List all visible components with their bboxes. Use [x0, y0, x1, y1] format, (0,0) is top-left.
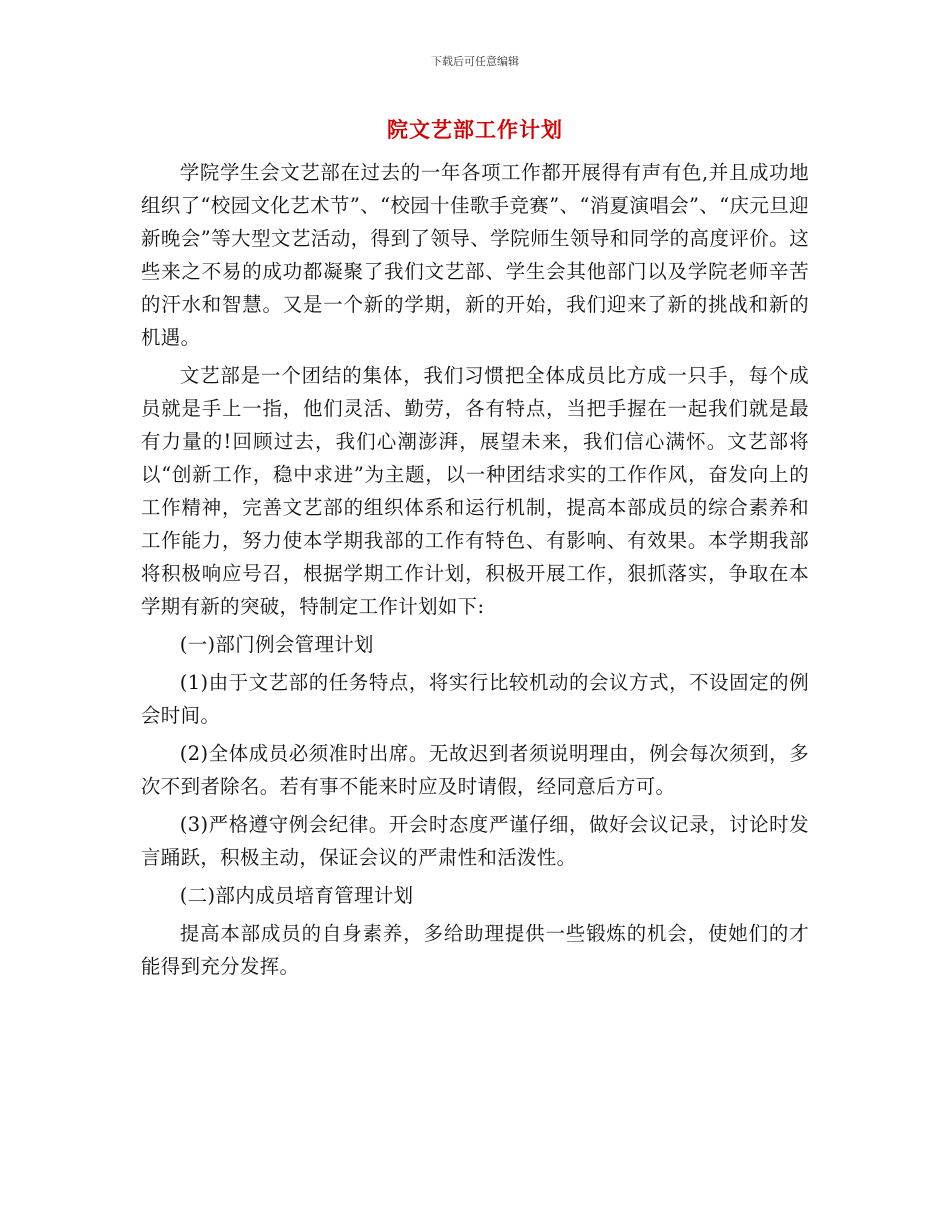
document-title: 院文艺部工作计划 [387, 118, 563, 142]
list-item-1: (1)由于文艺部的任务特点，将实行比较机动的会议方式，不设固定的例会时间。 [141, 671, 809, 727]
paragraph-training: 提高本部成员的自身素养，多给助理提供一些锻炼的机会，使她们的才能得到充分发挥。 [141, 922, 809, 978]
section-heading-meetings: (一)部门例会管理计划 [179, 633, 374, 656]
header-note: 下载后可任意编辑 [431, 55, 519, 68]
paragraph-overview: 文艺部是一个团结的集体，我们习惯把全体成员比方成一只手，每个成员就是手上一指，他们灵活、勤劳，各有特点，当把手握在一起我们就是最有力量的!回顾过去，我们心潮澎湃，展望未来，我们信心满怀。文艺部将以“创新工作，稳中求进”为主题，以一种团结求实的工作作风，奋发向上的工作精神，完善文艺部的组织体系和运行机制，提高本部成员的综合素养和工作能力，努力使本学期我部的工作有特色、有影响、有效果。本学期我部将积极响应号召，根据学期工作计划，积极开展工作，狠抓落实，争取在本学期有新的突破，特制定工作计划如下: [141, 364, 809, 618]
paragraph-intro: 学院学生会文艺部在过去的一年各项工作都开展得有声有色,并且成功地组织了“校园文化艺术节”、“校园十佳歌手竞赛”、“消夏演唱会”、“庆元旦迎新晚会”等大型文艺活动，得到了领导、学院师生领导和同学的高度评价。这些来之不易的成功都凝聚了我们文艺部、学生会其他部门以及学院老师辛苦的汗水和智慧。又是一个新的学期，新的开始，我们迎来了新的挑战和新的机遇。 [141, 161, 809, 349]
document-body [141, 156, 809, 988]
list-item-3: (3)严格遵守例会纪律。开会时态度严谨仔细，做好会议记录，讨论时发言踊跃，积极主动，保证会议的严肃性和活泼性。 [141, 813, 809, 869]
list-item-2: (2)全体成员必须准时出席。无故迟到者须说明理由，例会每次须到，多次不到者除名。若有事不能来时应及时请假，经同意后方可。 [141, 742, 809, 798]
section-heading-training: (二)部内成员培育管理计划 [179, 884, 414, 907]
